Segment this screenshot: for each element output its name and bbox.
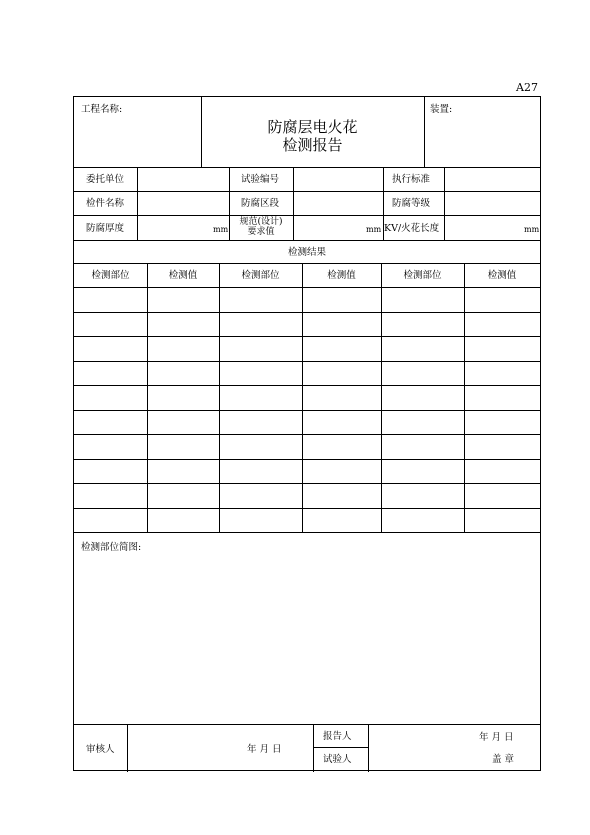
divider bbox=[444, 167, 445, 240]
unit-mm: mm bbox=[366, 225, 382, 234]
divider bbox=[74, 483, 540, 484]
divider bbox=[147, 263, 148, 532]
divider bbox=[219, 263, 220, 532]
reviewer-label: 审核人 bbox=[86, 744, 115, 755]
unit-mm: mm bbox=[524, 225, 540, 234]
section-label: 防腐区段 bbox=[241, 198, 280, 209]
reporter-label: 报告人 bbox=[323, 731, 352, 742]
column-header: 检测值 bbox=[327, 270, 356, 281]
divider bbox=[302, 263, 303, 532]
divider bbox=[74, 215, 540, 216]
divider bbox=[74, 434, 540, 435]
divider bbox=[74, 287, 540, 288]
divider bbox=[74, 724, 540, 725]
divider bbox=[74, 385, 540, 386]
thickness-label: 防腐厚度 bbox=[86, 223, 125, 234]
project-name-label: 工程名称: bbox=[81, 104, 123, 115]
divider bbox=[368, 724, 369, 772]
divider bbox=[424, 97, 425, 167]
seal-label: 盖 章 bbox=[492, 754, 515, 765]
form-code: A27 bbox=[516, 81, 538, 94]
unit-mm: mm bbox=[213, 225, 229, 234]
results-title: 检测结果 bbox=[287, 247, 326, 258]
report-title-line2: 检测报告 bbox=[282, 136, 343, 154]
divider bbox=[74, 508, 540, 509]
report-date: 年 月 日 bbox=[479, 732, 514, 743]
divider bbox=[127, 724, 128, 772]
column-header: 检测部位 bbox=[91, 270, 130, 281]
column-header: 检测值 bbox=[487, 270, 517, 281]
divider bbox=[74, 263, 540, 264]
divider bbox=[313, 747, 368, 748]
divider bbox=[74, 191, 540, 192]
client-label: 委托单位 bbox=[86, 174, 125, 185]
report-form bbox=[73, 96, 541, 771]
standard-label: 执行标准 bbox=[392, 174, 431, 185]
test-no-label: 试验编号 bbox=[241, 174, 280, 185]
divider bbox=[464, 263, 465, 532]
divider bbox=[74, 532, 540, 533]
kv-spark-length-label: KV/火花长度 bbox=[384, 223, 440, 234]
grade-label: 防腐等级 bbox=[392, 198, 431, 209]
tester-label: 试验人 bbox=[323, 754, 352, 765]
review-date: 年 月 日 bbox=[247, 744, 282, 755]
spec-label-line1: 规范(设计) bbox=[239, 217, 283, 227]
device-label: 装置: bbox=[430, 104, 453, 115]
divider bbox=[137, 167, 138, 240]
divider bbox=[74, 336, 540, 337]
divider bbox=[74, 459, 540, 460]
divider bbox=[313, 724, 314, 772]
part-name-label: 检件名称 bbox=[86, 198, 125, 209]
column-header: 检测部位 bbox=[403, 270, 442, 281]
divider bbox=[74, 410, 540, 411]
divider bbox=[74, 167, 540, 168]
divider bbox=[74, 361, 540, 362]
divider bbox=[293, 167, 294, 240]
sketch-label: 检测部位简图: bbox=[81, 542, 142, 553]
divider bbox=[74, 312, 540, 313]
spec-label-line2: 要求值 bbox=[247, 227, 275, 237]
divider bbox=[381, 263, 382, 532]
column-header: 检测部位 bbox=[241, 270, 280, 281]
report-title-line1: 防腐层电火花 bbox=[267, 118, 358, 136]
divider bbox=[74, 240, 540, 241]
column-header: 检测值 bbox=[168, 270, 198, 281]
